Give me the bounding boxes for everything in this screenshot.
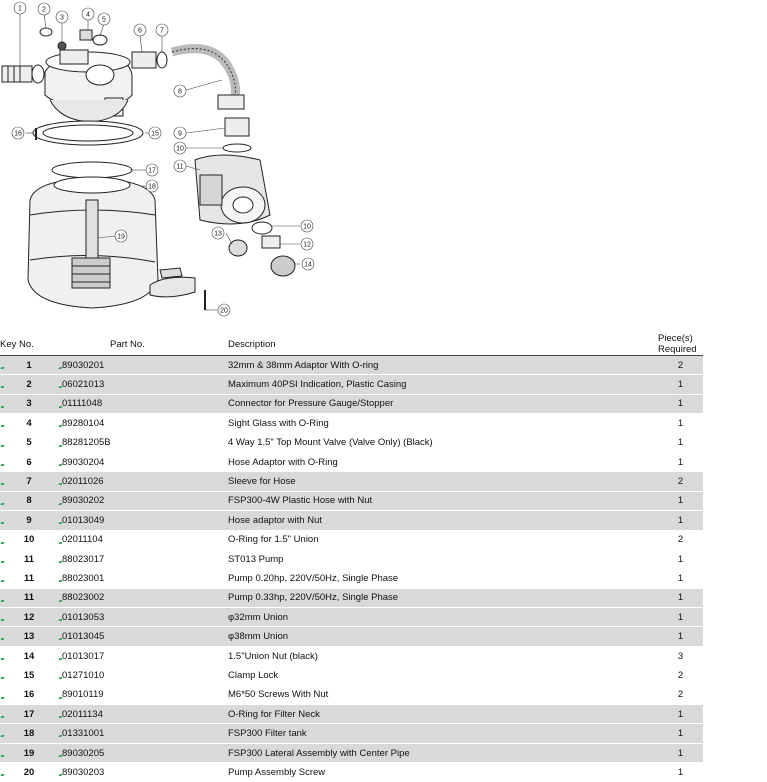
part-number-cell-text: 01111048	[62, 398, 103, 410]
description-cell: φ32mm Union	[228, 608, 658, 627]
description-cell: Sight Glass with O-Ring	[228, 414, 658, 433]
cell-marker-icon	[0, 716, 4, 718]
table-row	[0, 666, 703, 685]
part-number-cell	[58, 433, 228, 452]
key-cell	[0, 724, 58, 743]
key-cell-text: 16	[23, 689, 35, 701]
header-part-no: Part No.	[58, 333, 228, 356]
callout-10: 10	[176, 145, 184, 153]
table-row	[0, 569, 703, 588]
key-cell-text: 11	[23, 592, 35, 604]
key-cell-text: 11	[23, 572, 35, 584]
key-cell-text: 3	[26, 398, 32, 410]
quantity-cell: 2	[658, 530, 703, 549]
cell-marker-icon	[0, 542, 4, 544]
key-cell	[0, 530, 58, 549]
description-cell: 4 Way 1.5" Top Mount Valve (Valve Only) (Black)	[228, 433, 658, 452]
key-cell	[0, 356, 58, 375]
quantity-cell: 1	[658, 375, 703, 394]
quantity-cell: 2	[658, 356, 703, 375]
part-number-cell-text: 88023002	[62, 592, 105, 604]
key-cell	[0, 646, 58, 665]
cell-marker-icon	[0, 406, 4, 408]
part-number-cell	[58, 588, 228, 607]
description-cell: Hose Adaptor with O-Ring	[228, 452, 658, 471]
table-row	[0, 433, 703, 452]
key-cell-text: 20	[23, 766, 35, 778]
table-header-row	[0, 333, 703, 356]
description-cell: Clamp Lock	[228, 666, 658, 685]
part-number-cell-text: 01013053	[62, 611, 105, 623]
key-cell	[0, 452, 58, 471]
part-number-cell	[58, 530, 228, 549]
callout-19: 19	[117, 233, 125, 241]
part-number-cell-text: 02011134	[62, 708, 103, 720]
key-cell-text: 8	[26, 495, 32, 507]
part-number-cell	[58, 472, 228, 491]
callout-8: 8	[178, 88, 182, 96]
key-cell	[0, 763, 58, 782]
quantity-cell: 1	[658, 569, 703, 588]
part-number-cell	[58, 452, 228, 471]
cell-marker-icon	[0, 677, 4, 679]
header-key-no: Key No.	[0, 333, 58, 356]
key-cell	[0, 549, 58, 568]
table-row	[0, 414, 703, 433]
parts-table	[0, 333, 703, 782]
cell-marker-icon	[0, 658, 4, 660]
parts-table-body	[0, 356, 703, 782]
key-cell-text: 19	[23, 747, 35, 759]
key-cell-text: 1	[26, 359, 32, 371]
cell-marker-icon	[0, 774, 4, 776]
cell-marker-icon	[0, 697, 4, 699]
callout-18: 18	[148, 183, 156, 191]
quantity-cell: 1	[658, 627, 703, 646]
part-number-cell	[58, 627, 228, 646]
cell-marker-icon	[0, 619, 4, 621]
callout-1: 1	[18, 5, 22, 13]
callout-2: 2	[42, 6, 46, 14]
cell-marker-icon	[0, 386, 4, 388]
part-number-cell-text: 01013049	[62, 514, 105, 526]
part-number-cell-text: 01331001	[62, 728, 105, 740]
part-number-cell-text: 89030204	[62, 456, 105, 468]
table-row	[0, 491, 703, 510]
quantity-cell: 1	[658, 763, 703, 782]
callout-15: 15	[151, 130, 159, 138]
key-cell-text: 10	[23, 534, 35, 546]
callout-14: 14	[304, 261, 312, 269]
key-cell	[0, 569, 58, 588]
table-row	[0, 743, 703, 762]
callout-3: 3	[60, 14, 64, 22]
part-number-cell-text: 89010119	[62, 689, 104, 701]
description-cell: FSP300 Lateral Assembly with Center Pipe	[228, 743, 658, 762]
key-cell	[0, 743, 58, 762]
part-number-cell	[58, 569, 228, 588]
quantity-cell: 3	[658, 646, 703, 665]
quantity-cell: 1	[658, 549, 703, 568]
cell-marker-icon	[0, 367, 4, 369]
part-number-cell	[58, 356, 228, 375]
part-number-cell	[58, 394, 228, 413]
description-cell: FSP300 Filter tank	[228, 724, 658, 743]
description-cell: Pump 0.33hp, 220V/50Hz, Single Phase	[228, 588, 658, 607]
table-row	[0, 685, 703, 704]
callout-17: 17	[148, 167, 156, 175]
key-cell-text: 13	[23, 631, 35, 643]
part-number-cell	[58, 685, 228, 704]
part-number-cell-text: 06021013	[62, 379, 105, 391]
part-number-cell-text: 89280104	[62, 417, 105, 429]
table-row	[0, 530, 703, 549]
callout-20: 20	[220, 307, 228, 315]
part-number-cell	[58, 549, 228, 568]
cell-marker-icon	[0, 445, 4, 447]
callout-12: 12	[303, 241, 311, 249]
part-number-cell-text: 88023017	[62, 553, 105, 565]
cell-marker-icon	[0, 755, 4, 757]
table-row	[0, 394, 703, 413]
table-row	[0, 588, 703, 607]
table-row	[0, 356, 703, 375]
key-cell	[0, 666, 58, 685]
key-cell-text: 9	[26, 514, 32, 526]
part-number-cell-text: 01013017	[62, 650, 105, 662]
key-cell-text: 6	[26, 456, 32, 468]
part-number-cell	[58, 491, 228, 510]
table-row	[0, 705, 703, 724]
key-cell	[0, 608, 58, 627]
callout-13: 13	[214, 230, 222, 238]
cell-marker-icon	[0, 503, 4, 505]
callout-11: 11	[176, 163, 184, 171]
key-cell	[0, 511, 58, 530]
table-row	[0, 608, 703, 627]
description-cell: Maximum 40PSI Indication, Plastic Casing	[228, 375, 658, 394]
part-number-cell	[58, 743, 228, 762]
description-cell: Hose adaptor with Nut	[228, 511, 658, 530]
table-row	[0, 472, 703, 491]
part-number-cell-text: 89030202	[62, 495, 105, 507]
quantity-cell: 1	[658, 588, 703, 607]
part-number-cell	[58, 414, 228, 433]
part-number-cell-text: 89030201	[62, 359, 105, 371]
part-number-cell-text: 88281205B	[62, 437, 111, 449]
key-cell	[0, 375, 58, 394]
callout-10b: 10	[303, 223, 311, 231]
callout-16: 16	[14, 130, 22, 138]
part-number-cell-text: 89030203	[62, 766, 105, 778]
exploded-parts-diagram	[0, 0, 340, 330]
table-row	[0, 627, 703, 646]
key-cell-text: 14	[23, 650, 35, 662]
quantity-cell: 1	[658, 705, 703, 724]
key-cell	[0, 685, 58, 704]
key-cell	[0, 414, 58, 433]
header-pieces-required: Piece(s) Required	[658, 333, 703, 356]
description-cell: 1.5"Union Nut (black)	[228, 646, 658, 665]
quantity-cell: 2	[658, 685, 703, 704]
quantity-cell: 1	[658, 394, 703, 413]
key-cell-text: 17	[23, 708, 35, 720]
key-cell	[0, 588, 58, 607]
table-row	[0, 452, 703, 471]
key-cell	[0, 472, 58, 491]
cell-marker-icon	[0, 580, 4, 582]
part-number-cell	[58, 608, 228, 627]
callout-7: 7	[160, 27, 164, 35]
key-cell-text: 7	[26, 476, 32, 488]
quantity-cell: 1	[658, 743, 703, 762]
part-number-cell	[58, 724, 228, 743]
key-cell	[0, 705, 58, 724]
description-cell: O-Ring for 1.5" Union	[228, 530, 658, 549]
key-cell-text: 11	[23, 553, 35, 565]
part-number-cell-text: 88023001	[62, 572, 105, 584]
key-cell	[0, 433, 58, 452]
header-description: Description	[228, 333, 658, 356]
table-row	[0, 549, 703, 568]
quantity-cell: 1	[658, 433, 703, 452]
part-number-cell	[58, 763, 228, 782]
key-cell-text: 4	[26, 417, 32, 429]
quantity-cell: 1	[658, 414, 703, 433]
key-cell-text: 12	[23, 611, 35, 623]
cell-marker-icon	[0, 425, 4, 427]
cell-marker-icon	[0, 735, 4, 737]
part-number-cell	[58, 705, 228, 724]
part-number-cell-text: 01013045	[62, 631, 105, 643]
quantity-cell: 1	[658, 608, 703, 627]
part-number-cell	[58, 511, 228, 530]
part-number-cell	[58, 646, 228, 665]
quantity-cell: 1	[658, 452, 703, 471]
quantity-cell: 1	[658, 491, 703, 510]
cell-marker-icon	[0, 483, 4, 485]
table-row	[0, 763, 703, 782]
description-cell: Sleeve for Hose	[228, 472, 658, 491]
description-cell: FSP300-4W Plastic Hose with Nut	[228, 491, 658, 510]
description-cell: M6*50 Screws With Nut	[228, 685, 658, 704]
part-number-cell	[58, 666, 228, 685]
part-number-cell-text: 02011104	[62, 534, 103, 546]
callout-9: 9	[178, 130, 182, 138]
part-number-cell-text: 89030205	[62, 747, 105, 759]
description-cell: 32mm & 38mm Adaptor With O-ring	[228, 356, 658, 375]
key-cell-text: 18	[23, 728, 35, 740]
key-cell-text: 5	[26, 437, 32, 449]
description-cell: Pump 0.20hp, 220V/50Hz, Single Phase	[228, 569, 658, 588]
callout-5: 5	[102, 16, 106, 24]
quantity-cell: 1	[658, 511, 703, 530]
key-cell	[0, 394, 58, 413]
table-row	[0, 646, 703, 665]
description-cell: Connector for Pressure Gauge/Stopper	[228, 394, 658, 413]
key-cell	[0, 627, 58, 646]
quantity-cell: 2	[658, 472, 703, 491]
part-number-cell-text: 01271010	[62, 669, 105, 681]
quantity-cell: 2	[658, 666, 703, 685]
description-cell: φ38mm Union	[228, 627, 658, 646]
part-number-cell	[58, 375, 228, 394]
key-cell-text: 2	[26, 379, 32, 391]
cell-marker-icon	[0, 464, 4, 466]
description-cell: ST013 Pump	[228, 549, 658, 568]
callout-6: 6	[138, 27, 142, 35]
cell-marker-icon	[0, 600, 4, 602]
cell-marker-icon	[0, 522, 4, 524]
table-row	[0, 375, 703, 394]
key-cell-text: 15	[23, 669, 35, 681]
quantity-cell: 1	[658, 724, 703, 743]
table-row	[0, 511, 703, 530]
table-row	[0, 724, 703, 743]
part-number-cell-text: 02011026	[62, 476, 104, 488]
description-cell: Pump Assembly Screw	[228, 763, 658, 782]
callout-4: 4	[86, 11, 90, 19]
cell-marker-icon	[0, 561, 4, 563]
description-cell: O-Ring for Filter Neck	[228, 705, 658, 724]
cell-marker-icon	[0, 638, 4, 640]
key-cell	[0, 491, 58, 510]
